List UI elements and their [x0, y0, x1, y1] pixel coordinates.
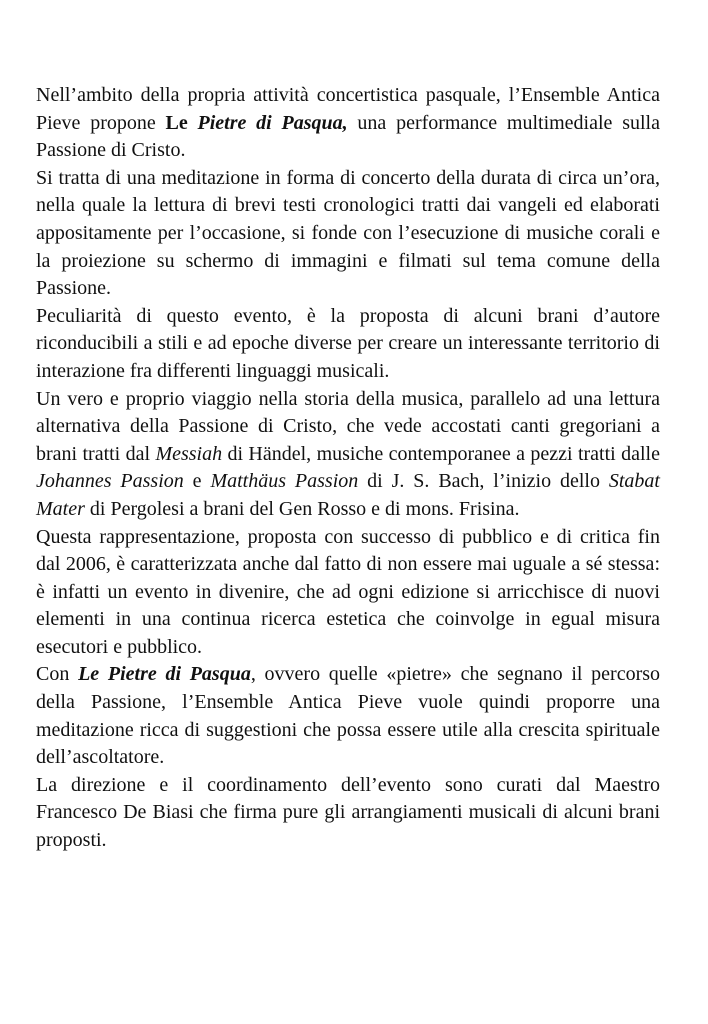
paragraph-intro — [36, 82, 660, 165]
paragraph-peculiarity — [36, 303, 660, 386]
text-run: e — [183, 470, 211, 493]
text-run: Nell’ambito della propria attività concertistica pasquale, l’Ensemble Antica Pieve propone — [36, 84, 660, 134]
text-run: Si tratta di una meditazione in forma di concerto della durata di circa un’ora, nella quale la lettura di brevi testi cronologici tratti dai vangeli ed elaborati appositamente per l’occasione, si fonde con l’esecuzione di musiche corali e la proiezione su schermo di immagini e filmati sul tema comune della Passione. — [36, 166, 660, 300]
paragraph-description — [36, 165, 660, 303]
work-title: Matthäus Passion — [210, 470, 359, 493]
paragraph-stones — [36, 661, 660, 771]
paragraph-direction — [36, 772, 660, 855]
text-run: Peculiarità di questo evento, è la proposta di alcuni brani d’autore riconducibili a stili e ad epoche diverse per creare un interessante territorio di interazione fra differenti linguaggi musicali. — [36, 304, 660, 382]
text-run: di J. S. Bach, l’inizio dello — [358, 470, 609, 493]
paragraph-journey — [36, 386, 660, 524]
paragraph-representation — [36, 524, 660, 662]
body-text — [36, 82, 660, 855]
title-run: Le — [165, 111, 198, 134]
work-title: Stabat Mater — [36, 470, 660, 520]
work-title: Johannes Passion — [36, 470, 184, 493]
title-run: Le Pietre di Pasqua — [78, 663, 251, 686]
text-run: Con — [36, 663, 79, 686]
text-run: di Händel, musiche contemporanee a pezzi tratti dalle — [222, 442, 660, 465]
text-run: , ovvero quelle «pietre» che segnano il percorso della Passione, l’Ensemble Antica Pieve vuole quindi proporre una meditazione ricca di suggestioni che possa essere utile alla crescita spirituale dell’ascoltatore. — [36, 663, 661, 769]
text-run: una performance multimediale sulla Passione di Cristo. — [36, 111, 660, 162]
text-run: Un vero e proprio viaggio nella storia della musica, parallelo ad una lettura alternativa della Passione di Cristo, che vede accostati canti gregoriani a brani tratti dal — [36, 387, 660, 465]
title-run: Pietre di Pasqua, — [197, 111, 348, 134]
text-run: di Pergolesi a brani del Gen Rosso e di mons. Frisina. — [84, 497, 520, 520]
text-run: Questa rappresentazione, proposta con successo di pubblico e di critica fin dal 2006, è caratterizzata anche dal fatto di non essere mai uguale a sé stessa: è infatti un evento in divenire, che ad ogni edizione si arricchisce di nuovi elementi in una continua ricerca estetica che coinvolge in egual misura esecutori e pubblico. — [36, 525, 660, 658]
work-title: Messiah — [155, 442, 223, 465]
text-run: La direzione e il coordinamento dell’evento sono curati dal Maestro Francesco De Biasi che firma pure gli arrangiamenti musicali di alcuni brani proposti. — [36, 773, 660, 852]
